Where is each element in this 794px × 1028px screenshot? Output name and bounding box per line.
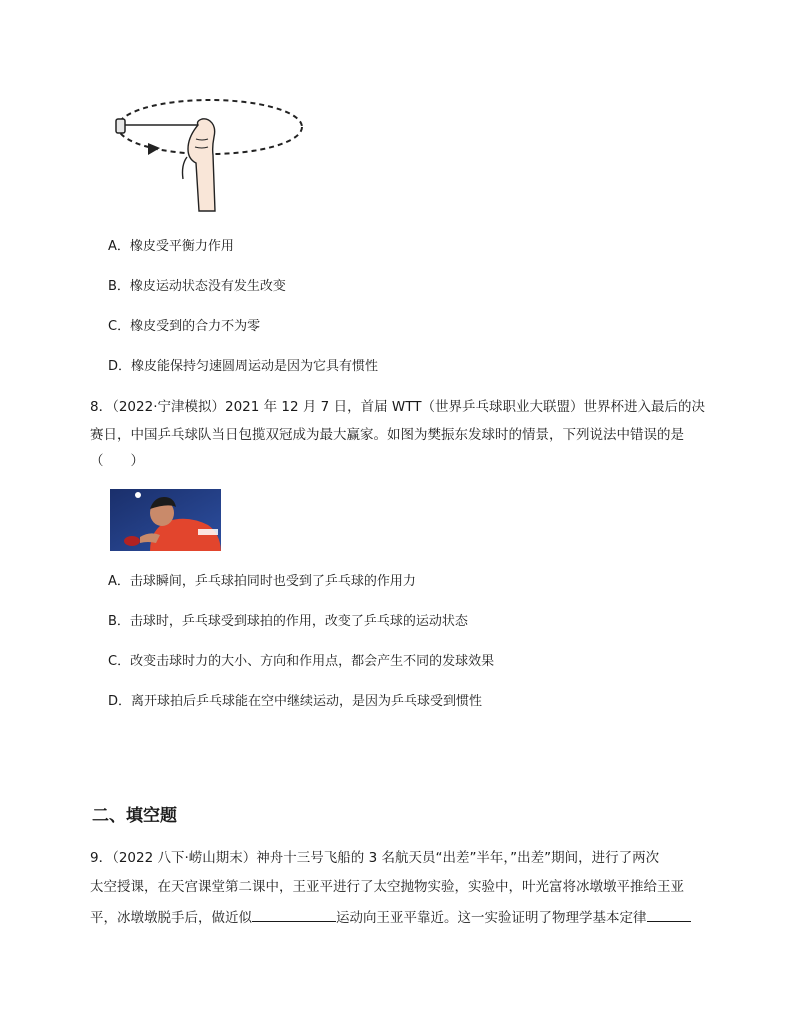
q8-option-d: D．离开球拍后乒乓球能在空中继续运动，是因为乒乓球受到惯性 (108, 694, 483, 709)
hand-shape (188, 119, 215, 211)
paddle-shape (124, 536, 140, 546)
q9-line2: 太空授课，在天宫课堂第二课中，王亚平进行了太空抛物实验，实验中，叶光富将冰墩墩平推给王亚 (90, 879, 684, 895)
q8-option-a: A．击球瞬间，乒乓球拍同时也受到了乒乓球的作用力 (108, 574, 416, 589)
rubber-circular-motion-figure (110, 95, 310, 213)
ball-shape (135, 492, 141, 498)
q8-option-b: B．击球时，乒乓球受到球拍的作用，改变了乒乓球的运动状态 (108, 614, 468, 629)
q8-stem-line1: 8．（2022·宁津模拟）2021 年 12 月 7 日，首届 WTT（世界乒乓球职业大联盟）世界杯进入最后的决 (90, 399, 705, 415)
q9-line3 (90, 907, 691, 927)
q9-line1: 9．（2022 八下·崂山期末）神舟十三号飞船的 3 名航天员“出差”半年，”出差”期间，进行了两次 (90, 850, 660, 866)
answer-blank-2[interactable] (647, 907, 691, 922)
q8-option-c: C．改变击球时力的大小、方向和作用点，都会产生不同的发球效果 (108, 654, 495, 669)
q9-line3-part-b: 运动向王亚平靠近。这一实验证明了物理学基本定律 (336, 910, 647, 926)
eraser-shape (116, 119, 125, 133)
section-title: 二、填空题 (92, 806, 177, 826)
q9-line3-part-a: 平，冰墩墩脱手后，做近似 (90, 910, 252, 926)
q7-option-a: A．橡皮受平衡力作用 (108, 239, 234, 254)
direction-arrow-icon (148, 143, 160, 155)
q7-option-c: C．橡皮受到的合力不为零 (108, 319, 261, 334)
answer-blank-1[interactable] (252, 907, 336, 922)
q7-option-b: B．橡皮运动状态没有发生改变 (108, 279, 286, 294)
q7-option-d: D．橡皮能保持匀速圆周运动是因为它具有惯性 (108, 359, 379, 374)
table-tennis-player-photo (110, 489, 221, 551)
q8-stem-line2: 赛日，中国乒乓球队当日包揽双冠成为最大赢家。如图为樊振东发球时的情景，下列说法中错误的是 (90, 427, 684, 443)
q8-stem-line3: （ ） (90, 453, 144, 469)
